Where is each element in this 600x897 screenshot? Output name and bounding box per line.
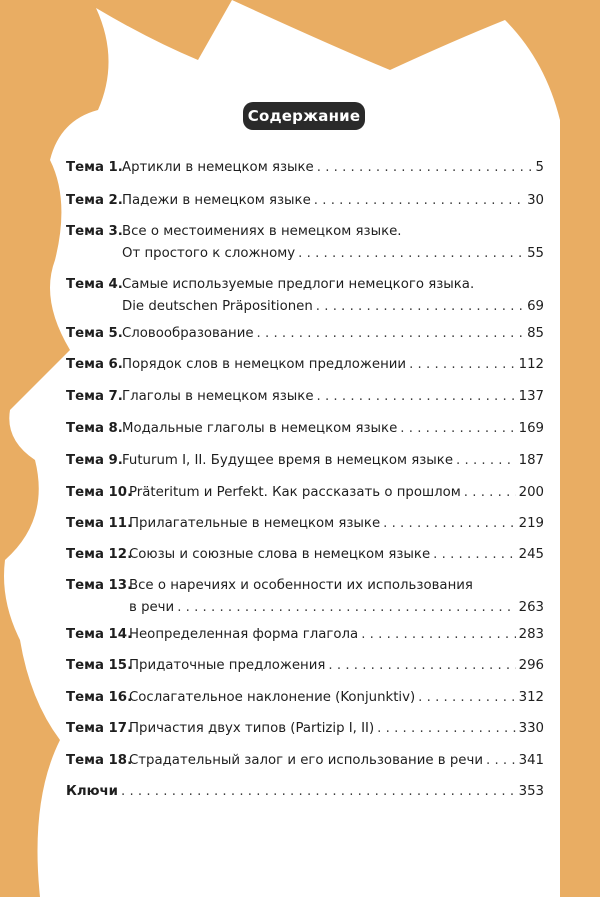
toc-entry-title: Причастия двух типов (Partizip I, II) [129, 721, 375, 736]
toc-entry-title: Сослагательное наклонение (Konjunktiv) [129, 690, 416, 705]
dot-leader [409, 354, 516, 376]
dot-leader [456, 450, 516, 472]
toc-entry-title: Präteritum и Perfekt. Как рассказать о прошлом [129, 485, 461, 500]
toc-entry-label: Тема 18. [66, 753, 133, 768]
toc-entry-title: Порядок слов в немецком предложении [122, 357, 407, 372]
toc-entry-page-number: 30 [527, 193, 544, 208]
toc-entry-title: Модальные глаголы в немецком языке [122, 421, 398, 436]
toc-entry-page-number: 296 [518, 658, 544, 673]
toc-entry-title: Глаголы в немецком языке [122, 389, 314, 404]
toc-entry[interactable] [66, 157, 544, 179]
toc-entry-title: Придаточные предложения [129, 658, 326, 673]
toc-entry-title: Падежи в немецком языке [122, 193, 311, 208]
toc-entry-title: Futurum I, II. Будущее время в немецком языке [122, 453, 454, 468]
toc-entry-page-number: 137 [518, 389, 544, 404]
toc-entry-page-number: 353 [518, 784, 544, 799]
toc-entry-page-number: 169 [518, 421, 544, 436]
toc-entry-label: Тема 6. [66, 357, 123, 372]
toc-entry[interactable] [66, 624, 544, 646]
toc-entry[interactable] [66, 221, 544, 265]
toc-entry-page-number: 112 [518, 357, 544, 372]
dot-leader [464, 482, 516, 504]
toc-entry-label: Тема 5. [66, 326, 123, 341]
toc-entry-label: Тема 3. [66, 224, 123, 239]
toc-entry[interactable] [66, 450, 544, 472]
toc-entry[interactable] [66, 274, 544, 318]
toc-entry-page-number: 283 [518, 627, 544, 642]
toc-entry-label: Тема 13. [66, 578, 133, 593]
toc-entry-label: Ключи [66, 784, 118, 799]
toc-entry-page-number: 55 [527, 246, 544, 261]
toc-entry[interactable] [66, 575, 544, 619]
toc-entry-label: Тема 16. [66, 690, 133, 705]
dot-leader [328, 655, 515, 677]
toc-entry[interactable] [66, 750, 544, 772]
toc-entry-page-number: 312 [518, 690, 544, 705]
toc-entry-page-number: 5 [535, 160, 544, 175]
toc-entry-label: Тема 14. [66, 627, 133, 642]
dot-leader [314, 190, 524, 212]
dot-leader [298, 243, 524, 265]
dot-leader [177, 597, 515, 619]
toc-entry-label: Тема 2. [66, 193, 123, 208]
toc-entry-title: Прилагательные в немецком языке [129, 516, 381, 531]
toc-entry-title: Словообразование [122, 326, 254, 341]
dot-leader [433, 544, 515, 566]
dot-leader [316, 296, 524, 318]
toc-entry[interactable] [66, 482, 544, 504]
toc-entry-page-number: 85 [527, 326, 544, 341]
toc-entry-title: в речи [129, 600, 175, 615]
toc-entry-label: Тема 15. [66, 658, 133, 673]
toc-entry[interactable] [66, 323, 544, 345]
toc-entry-label: Тема 10. [66, 485, 133, 500]
toc-entry[interactable] [66, 718, 544, 740]
toc-entry-page-number: 200 [518, 485, 544, 500]
toc-entry[interactable] [66, 687, 544, 709]
toc-entry-title: Die deutschen Präpositionen [122, 299, 313, 314]
dot-leader [317, 386, 516, 408]
toc-entry-page-number: 219 [518, 516, 544, 531]
toc-entry-title-line: Все о местоимениях в немецком языке. [122, 224, 402, 239]
dot-leader [257, 323, 525, 345]
dot-leader [377, 718, 515, 740]
toc-entry[interactable] [66, 354, 544, 376]
dot-leader [121, 781, 516, 803]
toc-entry[interactable] [66, 418, 544, 440]
toc-entry[interactable] [66, 190, 544, 212]
toc-entry-title: Страдательный залог и его использование в речи [129, 753, 483, 768]
toc-entry[interactable] [66, 544, 544, 566]
toc-entry-title-line: Все о наречиях и особенности их использования [129, 578, 473, 593]
toc-entry-label: Тема 17. [66, 721, 133, 736]
toc-entry[interactable] [66, 513, 544, 535]
toc-entry-title: Артикли в немецком языке [122, 160, 314, 175]
toc-entry-label: Тема 12. [66, 547, 133, 562]
toc-entry-page-number: 263 [518, 600, 544, 615]
toc-entry-title: Союзы и союзные слова в немецком языке [129, 547, 431, 562]
toc-entry-label: Тема 1. [66, 160, 123, 175]
dot-leader [418, 687, 515, 709]
dot-leader [361, 624, 515, 646]
toc-entry-label: Тема 11. [66, 516, 133, 531]
toc-entry-page-number: 187 [518, 453, 544, 468]
dot-leader [383, 513, 515, 535]
toc-entry-label: Тема 4. [66, 277, 123, 292]
dot-leader [486, 750, 516, 772]
dot-leader [317, 157, 533, 179]
toc-entry-page-number: 330 [518, 721, 544, 736]
toc-entry-page-number: 341 [518, 753, 544, 768]
toc-entry[interactable] [66, 781, 544, 803]
toc-entry-label: Тема 8. [66, 421, 123, 436]
page-title: Содержание [243, 102, 365, 130]
toc-entry-label: Тема 9. [66, 453, 123, 468]
toc-entry[interactable] [66, 655, 544, 677]
toc-entry-label: Тема 7. [66, 389, 123, 404]
toc-entry-title: От простого к сложному [122, 246, 296, 261]
toc-entry-page-number: 245 [518, 547, 544, 562]
dot-leader [400, 418, 515, 440]
toc-entry-page-number: 69 [527, 299, 544, 314]
toc-entry[interactable] [66, 386, 544, 408]
toc-entry-title-line: Самые используемые предлоги немецкого языка. [122, 277, 475, 292]
toc-entry-title: Неопределенная форма глагола [129, 627, 359, 642]
